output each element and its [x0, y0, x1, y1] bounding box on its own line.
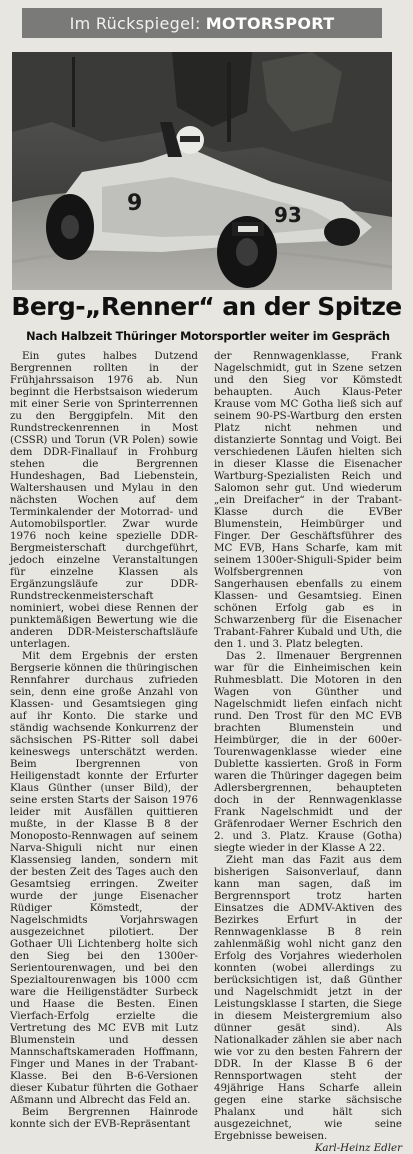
race-car-illustration	[12, 52, 392, 290]
section-header-topic: MOTORSPORT	[205, 13, 335, 33]
article-paragraph: der Rennwagenklasse, Frank Nagelschmidt, gut in Szene setzen und den Sieg vor Kömstedt behaupten. Auch Klaus-Peter Krause vom MC Gotha ließ sich auf seinem 90-PS-Wartburg den ersten Platz nicht nehmen und distanzierte Sonntag und Voigt. Bei verschiedenen Läufen hielten sich in dieser Klasse die Eisenacher Wartburg-Spezialisten Reich und Salomon sehr gut. Und wiederum „ein Dreifacher“ in der Trabant-Klasse durch die EVBer Blumenstein, Heimbürger und Finger. Der Geschäftsführer des MC EVB, Hans Scharfe, kam mit seinem 1300er-Shiguli-Spider beim Wolfsbergrennen von Sangerhausen ebenfalls zu einem Klassen- und Gesamtsieg. Einen schönen Erfolg gab es in Schwarzenberg für die Eisenacher Trabant-Fahrer Kubald und Uth, die den 1. und 3. Platz belegten.	[214, 350, 402, 650]
article-column-left	[10, 350, 198, 1130]
car-number-front: 9	[127, 191, 143, 216]
car-number-side: 93	[274, 203, 302, 227]
article-paragraph: Das 2. Ilmenauer Bergrennen war für die Einheimischen kein Ruhmesblatt. Die Motoren in den Wagen von Günther und Nagelschmidt liefen einfach nicht rund. Den Trost für den MC EVB brachten Blumenstein und Heimbürger, die in der 600er-Tourenwagenklasse wieder eine Dublette kassierten. Groß in Form waren die Thüringer dagegen beim Adlersbergrennen, behaupteten doch in der Rennwagenklasse Frank Nagelschmidt und der Gräfenrodaer Werner Eschrich den 2. und 3. Platz. Krause (Gotha) siegte wieder in der Klasse A 22.	[214, 650, 402, 854]
article-subheadline: Nach Halbzeit Thüringer Motorsportler weiter im Gespräch	[26, 330, 390, 343]
article-paragraph: Beim Bergrennen Hainrode konnte sich der EVB-Repräsentant	[10, 1106, 198, 1130]
article-paragraph: Mit dem Ergebnis der ersten Bergserie können die thüringischen Rennfahrer durchaus zufrieden sein, denn eine große Anzahl von Klassen- und Gesamtsiegen ging auf ihr Konto. Die starke und ständig wachsende Konkurrenz der sächsischen PS-Ritter soll dabei keineswegs unterschätzt werden. Beim Ibergrennen von Heiligenstadt konnte der Erfurter Klaus Günther (unser Bild), der seine ersten Starts der Saison 1976 leider mit Ausfällen quittieren mußte, in der Klasse B 8 der Monoposto-Rennwagen auf seinem Narva-Shiguli nicht nur einen Klassensieg landen, sondern mit der besten Zeit des Tages auch den Gesamtsieg erringen. Zweiter wurde der junge Eisenacher Rüdiger Kömstedt, der Nagelschmidts Vorjahrswagen ausgezeichnet pilotiert. Der Gothaer Uli Lichtenberg holte sich den Sieg bei den 1300er-Serientourenwagen, und bei den Spezialtourenwagen bis 1000 ccm ware die Heiligenstädter Surbeck und Haase die Besten. Einen Vierfach-Erfolg erzielte die Vertretung des MC EVB mit Lutz Blumenstein und dessen Mannschaftskameraden Hoffmann, Finger und Manes in der Trabant-Klasse. Bei den B-6-Versionen dieser Kubatur führten die Gothaer Aßmann und Albrecht das Feld an.	[10, 650, 198, 1106]
section-header	[22, 8, 382, 38]
article-paragraph: Zieht man das Fazit aus dem bisherigen Saisonverlauf, dann kann man sagen, daß im Bergrennsport trotz harten Einsatzes die ADMV-Aktiven des Bezirkes Erfurt in der Rennwagenklasse B 8 rein zahlenmäßig wohl nicht ganz den Erfolg des Vorjahres wiederholen konnten (wobei allerdings zu berücksichtigen ist, daß Günther und Nagelschmidt jetzt in der Leistungsklasse I starten, die Siege in diesem Meistergremium also dünner gesät sind). Als Nationalkader zählen sie aber nach wie vor zu den besten Fahrern der DDR. In der Klasse B 6 der Rennsportwagen steht der 49jährige Hans Scharfe allein gegen eine starke sächsische Phalanx und hält sich ausgezeichnet, wie seine Ergebnisse beweisen.	[214, 854, 402, 1142]
article-headline: Berg-„Renner“ an der Spitze	[11, 292, 402, 321]
section-header-prefix: Im Rückspiegel:	[69, 13, 201, 33]
race-car-photo	[12, 52, 392, 290]
article-author: Karl-Heinz Edler	[314, 1142, 402, 1154]
article-paragraph: Ein gutes halbes Dutzend Bergrennen rollten in der Frühjahrssaison 1976 ab. Nun beginnt die Herbstsaison wiederum mit einer Serie von Sprinterrennen zu den Berggipfeln. Mit den Rundstreckenrennen in Most (CSSR) und Torun (VR Polen) sowie dem DDR-Finallauf in Frohburg stehen die Bergrennen Hundeshagen, Bad Liebenstein, Waltershausen und Mylau in den nächsten Wochen auf dem Terminkalender der Motorrad- und Automobilsportler. Zwar wurde 1976 noch keine spezielle DDR-Bergmeisterschaft durchgeführt, jedoch einzelne Veranstaltungen für einzelne Klassen als Ergänzungsläufe zur DDR-Rundstreckenmeisterschaft nominiert, wobei diese Rennen der punktemäßigen Bewertung wie die anderen DDR-Meisterschaftsläufe unterlagen.	[10, 350, 198, 650]
article-column-right	[214, 350, 402, 1154]
